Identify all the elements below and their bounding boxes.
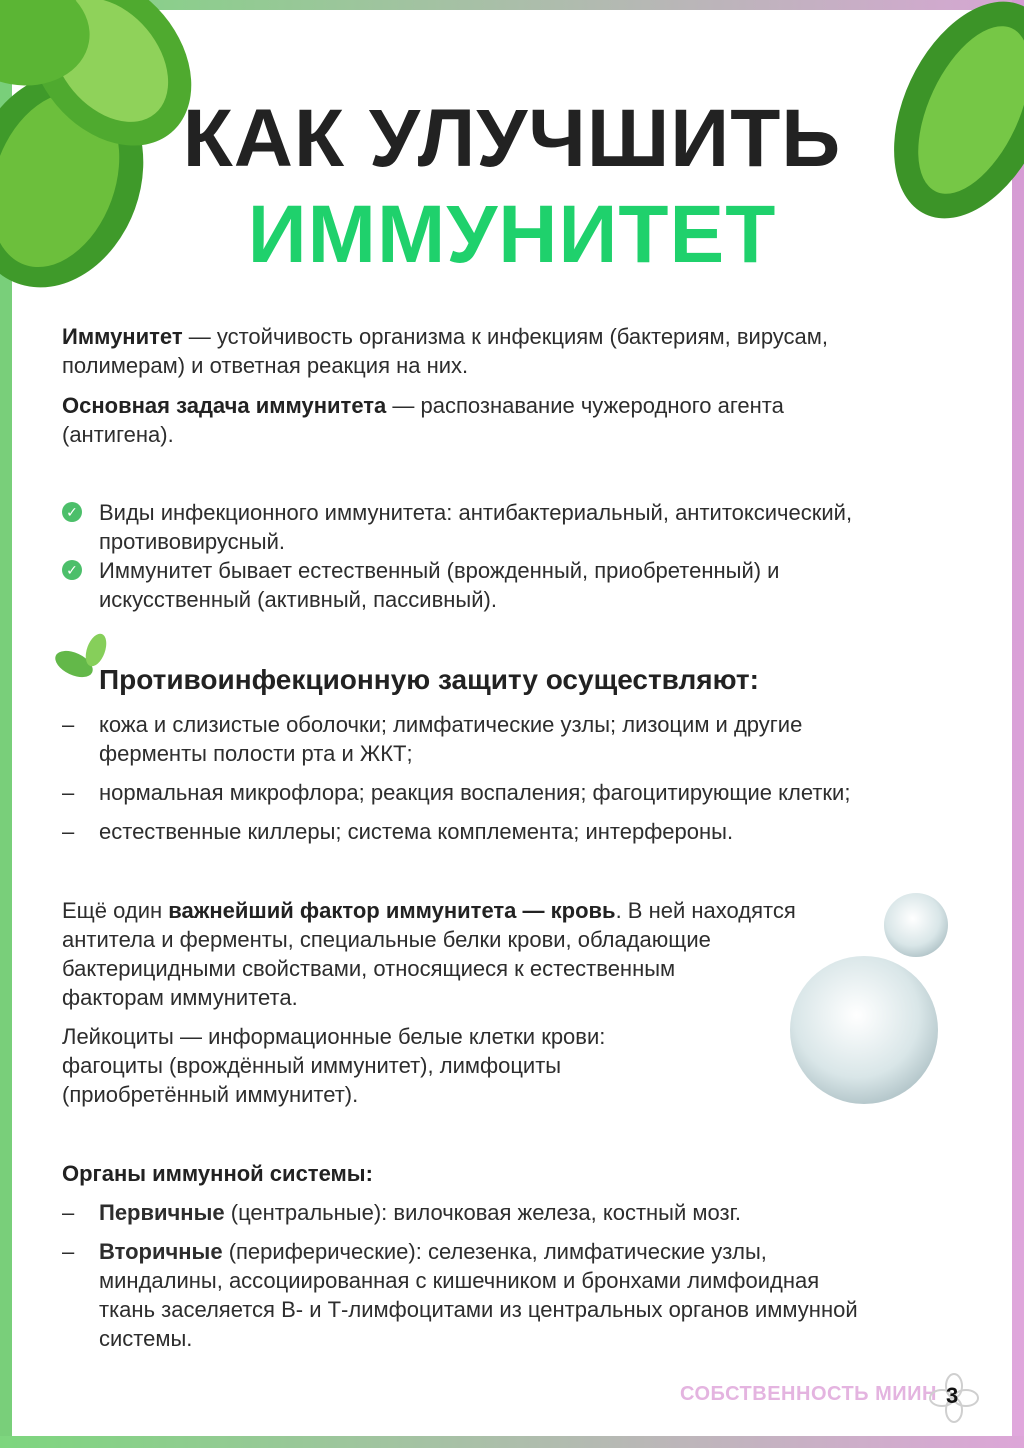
intro-2-text-2: (антигена). (62, 422, 174, 447)
dash-marker: – (62, 819, 75, 844)
border-bottom (0, 1436, 1024, 1448)
check-item-line: Виды инфекционного иммунитета: антибактериальный, антитоксический, (99, 500, 853, 525)
defense-item (62, 710, 962, 768)
check-item (62, 498, 962, 556)
defense-heading: Противоинфекционную защиту осуществляют: (99, 664, 759, 695)
blood-post: . В ней находятся (615, 898, 796, 923)
title-line-2: ИММУНИТЕТ (247, 189, 777, 280)
defense-item-line: естественные киллеры; система комплемента; интерфероны. (99, 819, 734, 844)
organs-heading: Органы иммунной системы: (62, 1161, 373, 1186)
check-item (62, 556, 962, 614)
checkmark-icon: ✓ (62, 560, 82, 580)
term-immunity: Иммунитет (62, 324, 183, 349)
defense-item (62, 778, 962, 807)
defense-item-line: кожа и слизистые оболочки; лимфатические узлы; лизоцим и другие (99, 712, 803, 737)
organ-item (62, 1237, 962, 1353)
intro-1-text-2: полимерам) и ответная реакция на них. (62, 353, 469, 378)
blood-paragraph (62, 896, 862, 1012)
dash-marker: – (62, 1239, 75, 1264)
footer-ownership: СОБСТВЕННОСТЬ МИИН (680, 1383, 937, 1405)
check-item-line: Иммунитет бывает естественный (врожденный, приобретенный) и (99, 558, 780, 583)
leuko-line: фагоциты (врождённый иммунитет), лимфоциты (62, 1053, 562, 1078)
blood-line: антитела и ферменты, специальные белки крови, обладающие (62, 927, 711, 952)
dash-marker: – (62, 1200, 75, 1225)
organ-type: Вторичные (99, 1239, 223, 1264)
blood-bold: важнейший фактор иммунитета — кровь (168, 898, 616, 923)
blood-pre: Ещё один (62, 898, 169, 923)
white-blood-cells-image (786, 890, 956, 1110)
organ-item (62, 1198, 962, 1227)
dash-marker: – (62, 780, 75, 805)
page-number: 3 (946, 1383, 959, 1408)
leuko-line: (приобретённый иммунитет). (62, 1082, 359, 1107)
defense-item-line: нормальная микрофлора; реакция воспаления; фагоцитирующие клетки; (99, 780, 851, 805)
checkmark-icon: ✓ (62, 502, 82, 522)
check-item-line: искусственный (активный, пассивный). (99, 587, 497, 612)
intro-1-text: — устойчивость организма к инфекциям (бактериям, вирусам, (182, 324, 829, 349)
check-item-line: противовирусный. (99, 529, 286, 554)
dash-marker: – (62, 712, 75, 737)
organ-desc: (периферические): селезенка, лимфатические узлы, (222, 1239, 767, 1264)
blood-line: факторам иммунитета. (62, 985, 298, 1010)
organ-desc: (центральные): вилочковая железа, костный мозг. (224, 1200, 742, 1225)
intro-paragraph-1 (62, 322, 962, 380)
intro-paragraph-2 (62, 391, 962, 449)
organ-desc-line: системы. (99, 1326, 193, 1351)
organ-desc-line: миндалины, ассоциированная с кишечником и бронхами лимфоидная (99, 1268, 820, 1293)
organ-type: Первичные (99, 1200, 225, 1225)
defense-item (62, 817, 962, 846)
title-line-1: КАК УЛУЧШИТЬ (182, 93, 842, 184)
defense-item-line: ферменты полости рта и ЖКТ; (99, 741, 413, 766)
blood-line: бактерицидными свойствами, относящиеся к естественным (62, 956, 676, 981)
intro-2-text: — распознавание чужеродного агента (386, 393, 784, 418)
organ-desc-line: ткань заселяется В- и Т-лимфоцитами из центральных органов иммунной (99, 1297, 858, 1322)
leuko-line: Лейкоциты — информационные белые клетки крови: (62, 1024, 606, 1049)
term-main-task: Основная задача иммунитета (62, 393, 387, 418)
leukocytes-paragraph (62, 1022, 762, 1109)
